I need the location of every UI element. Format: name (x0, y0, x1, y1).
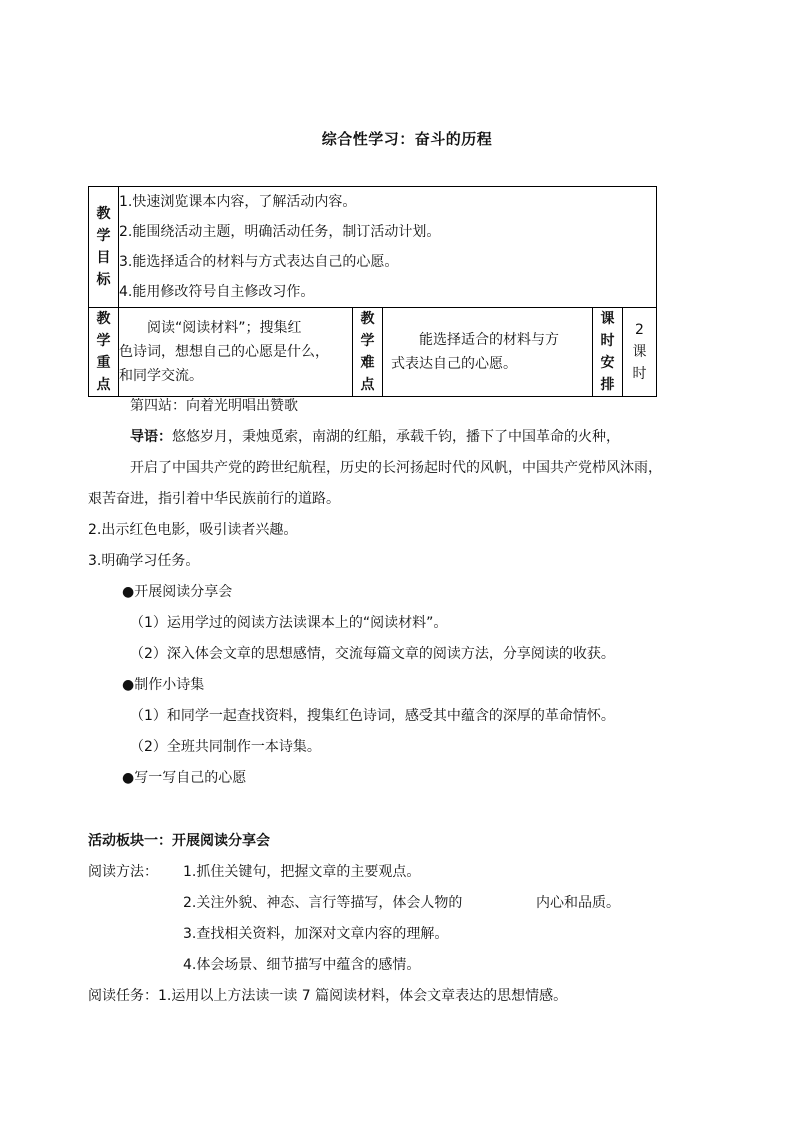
step-2: 2.出示红色电影，吸引读者兴趣。 (88, 522, 298, 538)
bullet-write-wish: ●写一写自己的心愿 (122, 770, 247, 786)
method-4: 4.体会场景、细节描写中蕴含的感情。 (183, 957, 421, 973)
station-title: 第四站：向着光明唱出赞歌 (130, 398, 298, 414)
difficulty-points: 能选择适合的材料与方 式表达自己的心愿。 (383, 308, 593, 397)
step-3: 3.明确学习任务。 (88, 553, 200, 569)
goal-3: 3.能选择适合的材料与方式表达自己的心愿。 (119, 247, 657, 277)
lesson-plan-table (88, 186, 657, 397)
method-2b: 内心和品质。 (536, 895, 620, 911)
poetry-task-2: （2）全班共同制作一本诗集。 (130, 739, 321, 755)
method-3: 3.查找相关资料，加深对文章内容的理解。 (183, 926, 449, 942)
reading-task-2: （2）深入体会文章的思想感情，交流每篇文章的阅读方法，分享阅读的收获。 (130, 646, 615, 662)
key-points: 阅读“阅读材料”；搜集红 色诗词，想想自己的心愿是什么， 和同学交流。 (119, 308, 353, 397)
intro-label: 导语： (130, 429, 172, 445)
module-1-heading: 活动板块一：开展阅读分享会 (88, 833, 270, 849)
difficulty-header: 教 学 难 点 (353, 308, 383, 397)
goal-4: 4.能用修改符号自主修改习作。 (119, 277, 657, 308)
method-1: 1.抓住关键句，把握文章的主要观点。 (183, 864, 421, 880)
bullet-poetry-collection: ●制作小诗集 (122, 677, 205, 693)
time-header: 课 时 安 排 (593, 308, 623, 397)
intro-line-3: 艰苦奋进，指引着中华民族前行的道路。 (88, 491, 340, 507)
key-header: 教 学 重 点 (89, 308, 119, 397)
method-label: 阅读方法： (88, 864, 158, 880)
method-2a: 2.关注外貌、神态、言行等描写，体会人物的 (183, 895, 463, 911)
reading-task-line: 阅读任务：1.运用以上方法读一读 7 篇阅读材料，体会文章表达的思想情感。 (88, 988, 568, 1004)
reading-task-1: （1）运用学过的阅读方法读课本上的“阅读材料”。 (130, 615, 448, 631)
goal-1: 1.快速浏览课本内容，了解活动内容。 (119, 187, 657, 218)
goal-header: 教 学 目 标 (89, 187, 119, 308)
intro-line-2: 开启了中国共产党的跨世纪航程，历史的长河扬起时代的风帆，中国共产党栉风沐雨， (130, 460, 662, 476)
intro-line-1: 导语：悠悠岁月，秉烛觅索，南湖的红船，承载千钧，播下了中国革命的火种， (130, 429, 620, 445)
poetry-task-1: （1）和同学一起查找资料，搜集红色诗词，感受其中蕴含的深厚的革命情怀。 (130, 708, 615, 724)
bullet-reading-session: ●开展阅读分享会 (122, 584, 233, 600)
page-title: 综合性学习：奋斗的历程 (321, 130, 493, 148)
goal-2: 2.能围绕活动主题，明确活动任务，制订活动计划。 (119, 217, 657, 247)
time-value: 2 课 时 (623, 308, 657, 397)
